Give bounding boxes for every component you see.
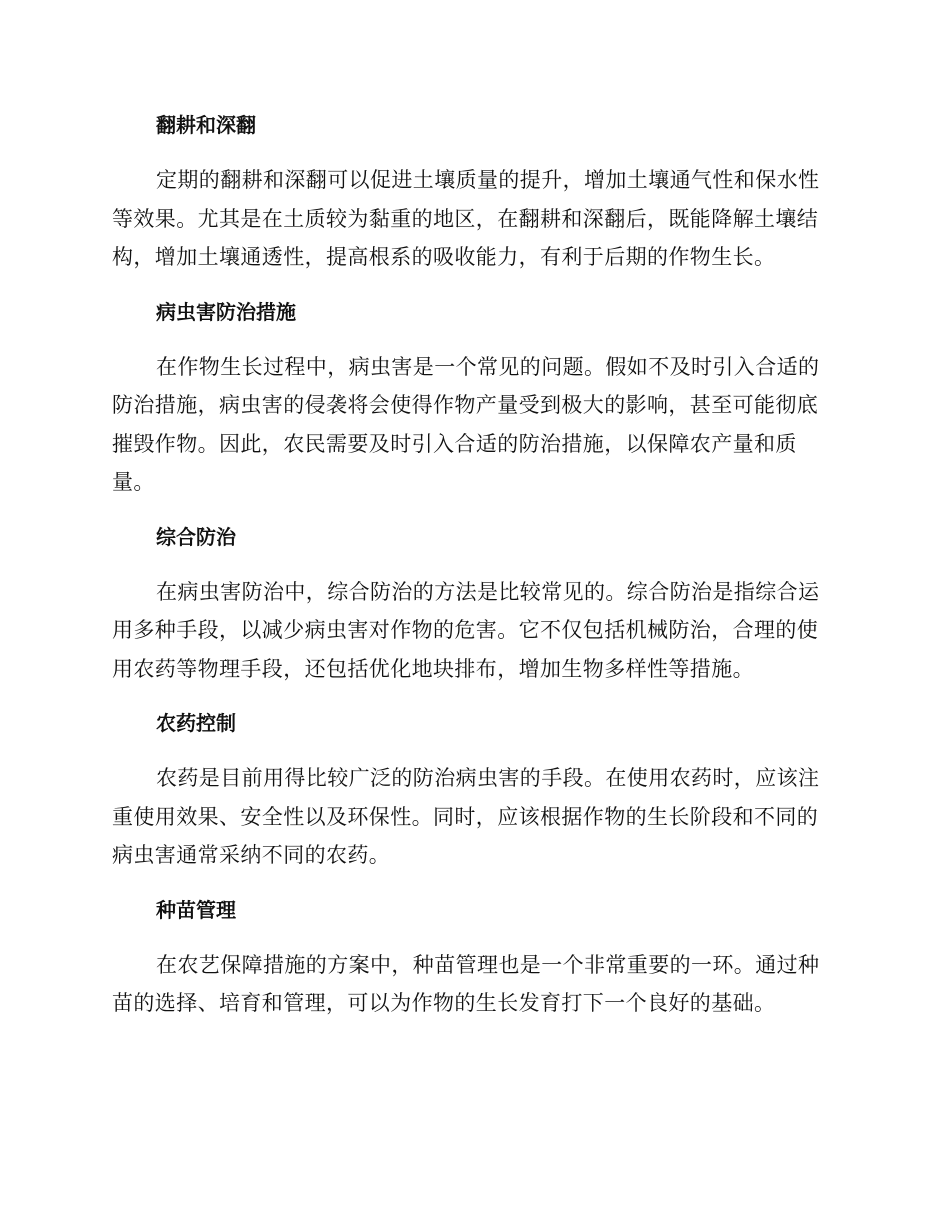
section-heading: 翻耕和深翻 xyxy=(156,113,256,137)
section-tillage xyxy=(112,111,838,277)
section-heading: 农药控制 xyxy=(156,711,236,735)
section-pesticide-control xyxy=(112,709,838,875)
section-pest-control xyxy=(112,298,838,502)
section-paragraph: 农药是目前用得比较广泛的防治病虫害的手段。在使用农药时，应该注重使用效果、安全性以及环保性。同时，应该根据作物的生长阶段和不同的病虫害通常采纳不同的农药。 xyxy=(112,766,820,867)
section-seedling-management xyxy=(112,896,838,1023)
section-heading: 种苗管理 xyxy=(156,897,236,922)
section-heading: 病虫害防治措施 xyxy=(156,299,296,324)
section-paragraph: 在农艺保障措施的方案中，种苗管理也是一个非常重要的一环。通过种苗的选择、培育和管理，可以为作物的生长发育打下一个良好的基础。 xyxy=(112,952,820,1015)
section-paragraph: 在病虫害防治中，综合防治的方法是比较常见的。综合防治是指综合运用多种手段，以减少病虫害对作物的危害。它不仅包括机械防治，合理的使用农药等物理手段，还包括优化地块排布，增加生物多样性等措施。 xyxy=(112,579,820,681)
section-paragraph: 定期的翻耕和深翻可以促进土壤质量的提升，增加土壤通气性和保水性等效果。尤其是在土质较为黏重的地区，在翻耕和深翻后，既能降解土壤结构，增加土壤通透性，提高根系的吸收能力，有利于后期的作物生长。 xyxy=(112,168,820,269)
section-paragraph: 在作物生长过程中，病虫害是一个常见的问题。假如不及时引入合适的防治措施，病虫害的侵袭将会使得作物产量受到极大的影响，甚至可能彻底摧毁作物。因此，农民需要及时引入合适的防治措施，以保障农产量和质量。 xyxy=(112,354,820,494)
section-integrated-control xyxy=(112,523,838,689)
section-heading: 综合防治 xyxy=(156,524,236,549)
